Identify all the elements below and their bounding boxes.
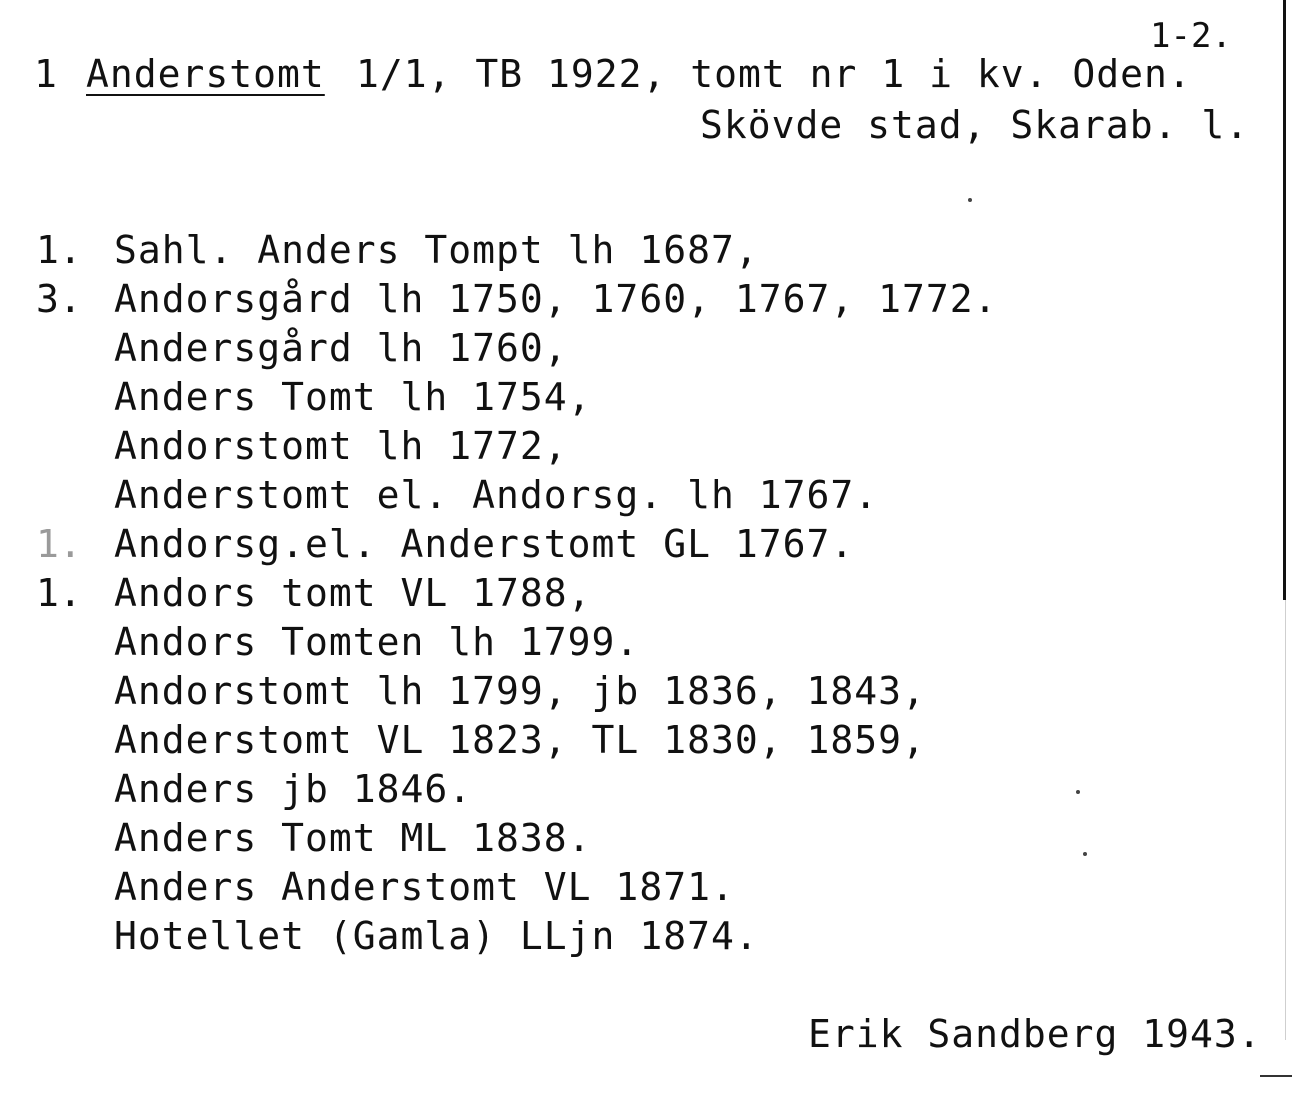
- entry-number: 1.: [36, 571, 82, 615]
- header-location: Skövde stad, Skarab. l.: [700, 103, 1250, 147]
- entry-text: Anderstomt VL 1823, TL 1830, 1859,: [114, 718, 926, 762]
- place-name: Anderstomt: [86, 52, 325, 96]
- entry-text: Sahl. Anders Tompt lh 1687,: [114, 228, 759, 272]
- header-entry-number: 1: [34, 52, 58, 96]
- entry-text: Andors Tomten lh 1799.: [114, 620, 640, 664]
- entry-text: Andorsgård lh 1750, 1760, 1767, 1772.: [114, 277, 998, 321]
- signature: Erik Sandberg 1943.: [808, 1012, 1262, 1056]
- entry-text: Hotellet (Gamla) LLjn 1874.: [114, 914, 759, 958]
- ink-speck: [1083, 852, 1087, 856]
- entry-number: 1.: [36, 522, 82, 566]
- ink-speck: [968, 198, 972, 202]
- entry-text: Anders Tomt ML 1838.: [114, 816, 592, 860]
- ink-speck: [1076, 790, 1080, 794]
- entry-text: Andorstomt lh 1799, jb 1836, 1843,: [114, 669, 926, 713]
- corner-mark: [1260, 1075, 1292, 1077]
- card-edge-faint: [1285, 600, 1286, 1040]
- header-details: 1/1, TB 1922, tomt nr 1 i kv. Oden.: [356, 52, 1192, 96]
- entry-text: Anders Tomt lh 1754,: [114, 375, 592, 419]
- entry-text: Andorstomt lh 1772,: [114, 424, 568, 468]
- entry-text: Anderstomt el. Andorsg. lh 1767.: [114, 473, 879, 517]
- entry-number: 1.: [36, 228, 82, 272]
- entry-text: Anders jb 1846.: [114, 767, 473, 811]
- entry-text: Andorsg.el. Anderstomt GL 1767.: [114, 522, 855, 566]
- entry-text: Anders Anderstomt VL 1871.: [114, 865, 735, 909]
- card-number: 1-2.: [1150, 16, 1232, 56]
- entry-text: Andersgård lh 1760,: [114, 326, 568, 370]
- entry-text: Andors tomt VL 1788,: [114, 571, 592, 615]
- card-edge: [1283, 0, 1286, 600]
- entry-number: 3.: [36, 277, 82, 321]
